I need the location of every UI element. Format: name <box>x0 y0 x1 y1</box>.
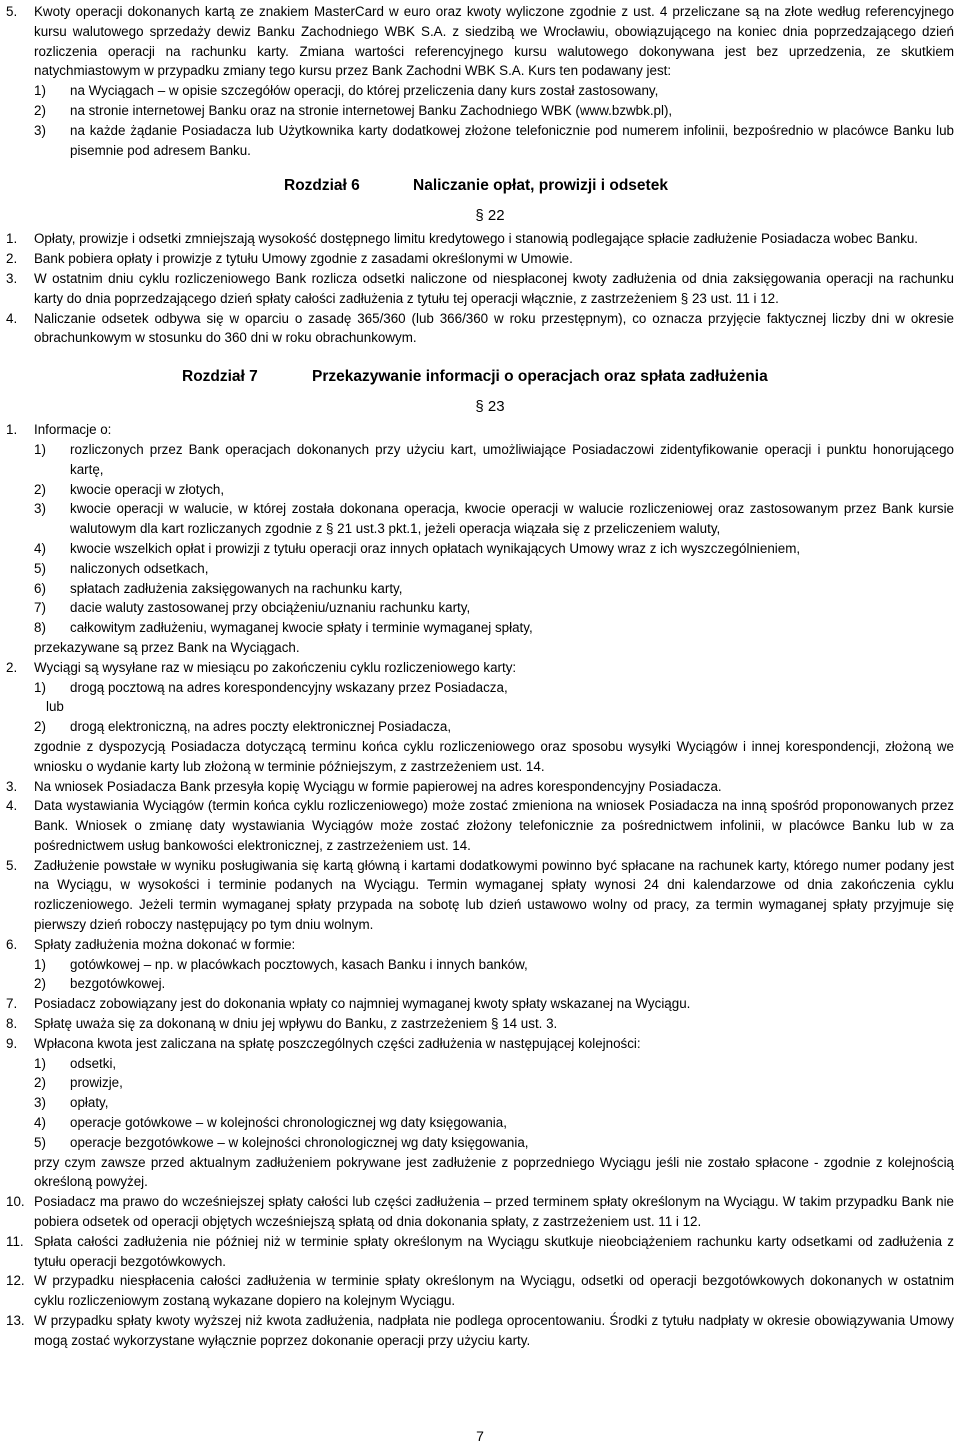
sub-item-text: na stronie internetowej Banku oraz na stronie internetowej Banku Zachodniego WBK (www.bzwbk.pl), <box>70 102 673 118</box>
chapter-title: Przekazywanie informacji o operacjach oraz spłata zadłużenia <box>312 368 768 386</box>
item-continuation: zgodnie z dyspozycją Posiadacza dotyczącą terminu końca cyklu rozliczeniowego oraz sposobu wysyłki Wyciągów i innej korespondencji, złożoną we wniosku o wydanie karty lub złożoną w terminie późniejszym, z zastrzeżeniem ust. 14. <box>34 738 954 774</box>
sub-item-text: odsetki, <box>70 1055 117 1071</box>
sub-item <box>6 955 954 975</box>
item-text: Bank pobiera opłaty i prowizje z tytułu Umowy zgodnie z zasadami określonymi w Umowie. <box>34 251 573 267</box>
sub-item <box>6 579 954 599</box>
sub-item-number: 5) <box>34 560 46 576</box>
sub-item <box>6 598 954 618</box>
item-text: Informacje o: <box>34 422 112 438</box>
item-number: 1. <box>6 422 18 438</box>
sub-item-number: 5) <box>34 1134 46 1150</box>
list-item <box>6 420 954 440</box>
sub-item-text: operacje gotówkowe – w kolejności chronologicznej wg daty księgowania, <box>70 1115 507 1131</box>
sub-item-number: 2) <box>34 719 46 735</box>
list-item <box>6 1311 954 1351</box>
sub-item-text: całkowitym zadłużeniu, wymaganej kwocie spłaty i terminie wymaganej spłaty, <box>70 620 533 636</box>
sub-item <box>6 499 954 539</box>
sub-item <box>6 539 954 559</box>
item-number: 12. <box>6 1273 25 1289</box>
list-item <box>6 229 954 249</box>
list-item <box>6 777 954 797</box>
sub-item-number: 2) <box>34 1075 46 1091</box>
chapter-heading <box>6 362 954 390</box>
item-number: 3. <box>6 778 18 794</box>
sub-item-number: 4) <box>34 1115 46 1131</box>
item-number: 7. <box>6 996 18 1012</box>
item-number: 3. <box>6 270 18 286</box>
sub-item <box>6 1093 954 1113</box>
sub-item-number: 4) <box>34 540 46 556</box>
item-text: Naliczanie odsetek odbywa się w oparciu o zasadę 365/360 (lub 366/360 w roku przestępnym), co oznacza przyjęcie faktycznej liczby dni w okresie obrachunkowym w stosunku do 360 dni w roku obrachunkowym. <box>34 310 954 346</box>
item-text: Spłatę uważa się za dokonaną w dniu jej wpływu do Banku, z zastrzeżeniem § 14 ust. 3. <box>34 1016 558 1032</box>
list-item <box>6 1034 954 1054</box>
sub-item-number: 3) <box>34 1095 46 1111</box>
section-sign: § 22 <box>475 207 505 225</box>
item-continuation: przekazywane są przez Bank na Wyciągach. <box>34 639 300 655</box>
sub-item <box>6 717 954 737</box>
sub-item <box>6 440 954 480</box>
section-sign: § 23 <box>475 398 505 416</box>
sub-item-text: rozliczonych przez Bank operacjach dokonanych przy użyciu kart, umożliwiające Posiadaczowi zidentyfikowanie operacji i punktu honorującego kartę, <box>70 441 954 477</box>
item-text: Data wystawiania Wyciągów (termin końca cyklu rozliczeniowego) może zostać zmieniona na wniosek Posiadacza na inną spośród proponowanych przez Bank. Wniosek o zmianę daty wystawiania Wyciągów może zostać złożony telefonicznie za pośrednictwem infolinii, w placówce Banku lub w za pośrednictwem usług bankowości elektronicznej, z zastrzeżeniem ust. 14. <box>34 798 954 853</box>
item-number: 2. <box>6 251 18 267</box>
sub-item-number: 8) <box>34 620 46 636</box>
sub-item <box>6 1113 954 1133</box>
item-number: 4. <box>6 310 18 326</box>
sub-item <box>6 1073 954 1093</box>
sub-item <box>6 121 954 161</box>
list-item <box>6 269 954 309</box>
item-text: Spłata całości zadłużenia nie później niż w terminie spłaty określonym na Wyciągu skutkuje nieobciążeniem rachunku karty odsetkami od zadłużenia z tytułu operacji bezgotówkowych. <box>34 1233 954 1269</box>
item-number: 6. <box>6 936 18 952</box>
sub-item-number: 3) <box>34 122 46 138</box>
list-item <box>6 658 954 678</box>
item-text: Posiadacz zobowiązany jest do dokonania wpłaty co najmniej wymaganej kwoty spłaty wskazanej na Wyciągu. <box>34 996 691 1012</box>
item-text: Wpłacona kwota jest zaliczana na spłatę poszczególnych części zadłużenia w następującej kolejności: <box>34 1035 641 1051</box>
sub-item-text: prowizje, <box>70 1075 123 1091</box>
list-item <box>6 994 954 1014</box>
item-text: Kwoty operacji dokonanych kartą ze znakiem MasterCard w euro oraz kwoty wyliczone zgodnie z ust. 4 przeliczane są na złote według referencyjnego kursu walutowego sprzedaży dewiz Banku Zachodniego WBK S.A. z siedzibą we Wrocławiu, obowiązującego na koniec dnia poprzedzającego dzień rozliczenia operacji na rachunku karty. Zmiana wartości referencyjnego kursu walutowego dokonywana jest bez uprzedzenia, ze skutkiem natychmiastowym w przypadku zmiany tego kursu przez Bank Zachodni WBK S.A. Kurs ten podawany jest: <box>34 4 954 79</box>
item-text: Wyciągi są wysyłane raz w miesiącu po zakończeniu cyklu rozliczeniowego karty: <box>34 659 517 675</box>
item-number: 4. <box>6 798 18 814</box>
sub-item-number: 2) <box>34 976 46 992</box>
item-text: Posiadacz ma prawo do wcześniejszej spłaty całości lub części zadłużenia – przed terminem spłaty określonym na Wyciągu. W takim przypadku Bank nie pobiera odsetek od operacji objętych wcześniejszą spłatą od dnia dokonania spłaty, z zastrzeżeniem ust. 11 i 12. <box>34 1194 954 1230</box>
sub-item-text: spłatach zadłużenia zaksięgowanych na rachunku karty, <box>70 580 403 596</box>
sub-item-number: 1) <box>34 956 46 972</box>
chapter-number: Rozdział 6 <box>284 177 360 195</box>
sub-item <box>6 101 954 121</box>
list-item <box>6 2 954 81</box>
list-item <box>6 249 954 269</box>
sub-item-number: 1) <box>34 441 46 457</box>
item-continuation: przy czym zawsze przed aktualnym zadłużeniem pokrywane jest zadłużenie z poprzedniego Wyciągu jeśli nie zostało spłacone - zgodnie z kolejnością określoną powyżej. <box>34 1154 954 1190</box>
item-number: 1. <box>6 231 18 247</box>
sub-item-text: drogą pocztową na adres korespondencyjny wskazany przez Posiadacza, <box>70 679 508 695</box>
sub-item-text: operacje bezgotówkowe – w kolejności chronologicznej wg daty księgowania, <box>70 1134 529 1150</box>
list-item <box>6 856 954 935</box>
item-text: Na wniosek Posiadacza Bank przesyła kopię Wyciągu w formie papierowej na adres korespondencyjny Posiadacza. <box>34 778 722 794</box>
list-item <box>6 1271 954 1311</box>
list-item <box>6 1014 954 1034</box>
list-item <box>6 309 954 349</box>
item-text: W przypadku niespłacenia całości zadłużenia w terminie spłaty określonym na Wyciągu, odsetki od operacji bezgotówkowych dokonanych w ostatnim cyklu rozliczeniowym zostaną wykazane dopiero na kolejnym Wyciągu. <box>34 1273 954 1309</box>
sub-item <box>6 559 954 579</box>
sub-item <box>6 618 954 638</box>
sub-item-number: 2) <box>34 102 46 118</box>
chapter-number: Rozdział 7 <box>182 368 258 386</box>
sub-item-text: kwocie operacji w złotych, <box>70 481 225 497</box>
item-text: Spłaty zadłużenia można dokonać w formie: <box>34 936 296 952</box>
sub-item <box>6 1054 954 1074</box>
sub-item <box>6 1133 954 1153</box>
item-number: 13. <box>6 1313 25 1329</box>
sub-item-number: 3) <box>34 501 46 517</box>
sub-item-text: kwocie operacji w walucie, w której została dokonana operacja, kwocie operacji w walucie rozliczeniowej oraz zastosowanym przez Bank kursie walutowym dla kart rozliczanych zgodnie z § 21 ust.3 pkt.1, jeżeli operacja wiązała się z przeliczeniem waluty, <box>70 501 954 537</box>
sub-item-text: na Wyciągach – w opisie szczegółów operacji, do której przeliczenia dany kurs został zastosowany, <box>70 83 659 99</box>
sub-item <box>6 81 954 101</box>
sub-item-text: drogą elektroniczną, na adres poczty elektronicznej Posiadacza, <box>70 719 452 735</box>
sub-item-number: 6) <box>34 580 46 596</box>
item-number: 8. <box>6 1016 18 1032</box>
sub-item <box>6 480 954 500</box>
chapter-heading <box>6 171 954 199</box>
sub-item-number: 1) <box>34 679 46 695</box>
sub-item-text: kwocie wszelkich opłat i prowizji z tytułu operacji oraz innych opłatach wynikających Umowy wraz z ich wyszczególnieniem, <box>70 540 801 556</box>
item-text: W ostatnim dniu cyklu rozliczeniowego Bank rozlicza odsetki naliczone od niespłaconej kwoty zadłużenia od dnia zaksięgowania operacji na rachunku karty do dnia poprzedzającego dzień spłaty całości zadłużenia z tytułu tej operacji włącznie, z zastrzeżeniem § 23 ust. 11 i 12. <box>34 270 954 306</box>
item-text: Opłaty, prowizje i odsetki zmniejszają wysokość dostępnego limitu kredytowego i stanowią podlegające spłacie zadłużenie Posiadacza wobec Banku. <box>34 231 919 247</box>
item-text: W przypadku spłaty kwoty wyższej niż kwota zadłużenia, nadpłata nie podlega oprocentowaniu. Środki z tytułu nadpłaty w okresie obowiązywania Umowy mogą zostać wykorzystane wyłącznie poprzez dokonanie operacji przy użyciu karty. <box>34 1313 954 1348</box>
item-text: Zadłużenie powstałe w wyniku posługiwania się kartą główną i kartami dodatkowymi powinno być spłacane na rachunek karty, którego numer podany jest na Wyciągu, w wysokości i terminie podanych na Wyciągu. Termin wymaganej spłaty wynosi 24 dni kalendarzowe od dnia zakończenia cyklu rozliczeniowego. Jeżeli termin wymaganej spłaty przypada na sobotę lub dzień ustawowo wolny od pracy, za termin wymaganej spłaty przyjmuje się pierwszy dzień roboczy następujący po tym dniu wolnym. <box>34 857 954 933</box>
list-item <box>6 1192 954 1232</box>
sub-item-text: dacie waluty zastosowanej przy obciążeniu/uznaniu rachunku karty, <box>70 600 471 616</box>
item-number: 10. <box>6 1194 25 1210</box>
list-item <box>6 796 954 855</box>
chapter-title: Naliczanie opłat, prowizji i odsetek <box>413 177 668 195</box>
sub-item-number: 7) <box>34 600 46 616</box>
list-item <box>6 935 954 955</box>
item-connector: lub <box>46 699 64 715</box>
list-item <box>6 1232 954 1272</box>
item-number: 5. <box>6 4 18 19</box>
page-number: 7 <box>476 1428 484 1444</box>
sub-item-number: 1) <box>34 1055 46 1071</box>
item-number: 9. <box>6 1035 18 1051</box>
sub-item-text: bezgotówkowej. <box>70 976 166 992</box>
sub-item-number: 2) <box>34 481 46 497</box>
sub-item-text: na każde żądanie Posiadacza lub Użytkownika karty dodatkowej złożone telefonicznie pod numerem infolinii, bezpośrednio w placówce Banku lub pisemnie pod adresem Banku. <box>70 122 954 158</box>
item-number: 2. <box>6 659 18 675</box>
sub-item <box>6 974 954 994</box>
sub-item <box>6 678 954 698</box>
sub-item-text: opłaty, <box>70 1095 109 1111</box>
item-number: 5. <box>6 857 18 873</box>
item-number: 11. <box>6 1233 24 1249</box>
sub-item-number: 1) <box>34 83 46 99</box>
sub-item-text: naliczonych odsetkach, <box>70 560 209 576</box>
sub-item-text: gotówkowej – np. w placówkach pocztowych, kasach Banku i innych banków, <box>70 956 528 972</box>
